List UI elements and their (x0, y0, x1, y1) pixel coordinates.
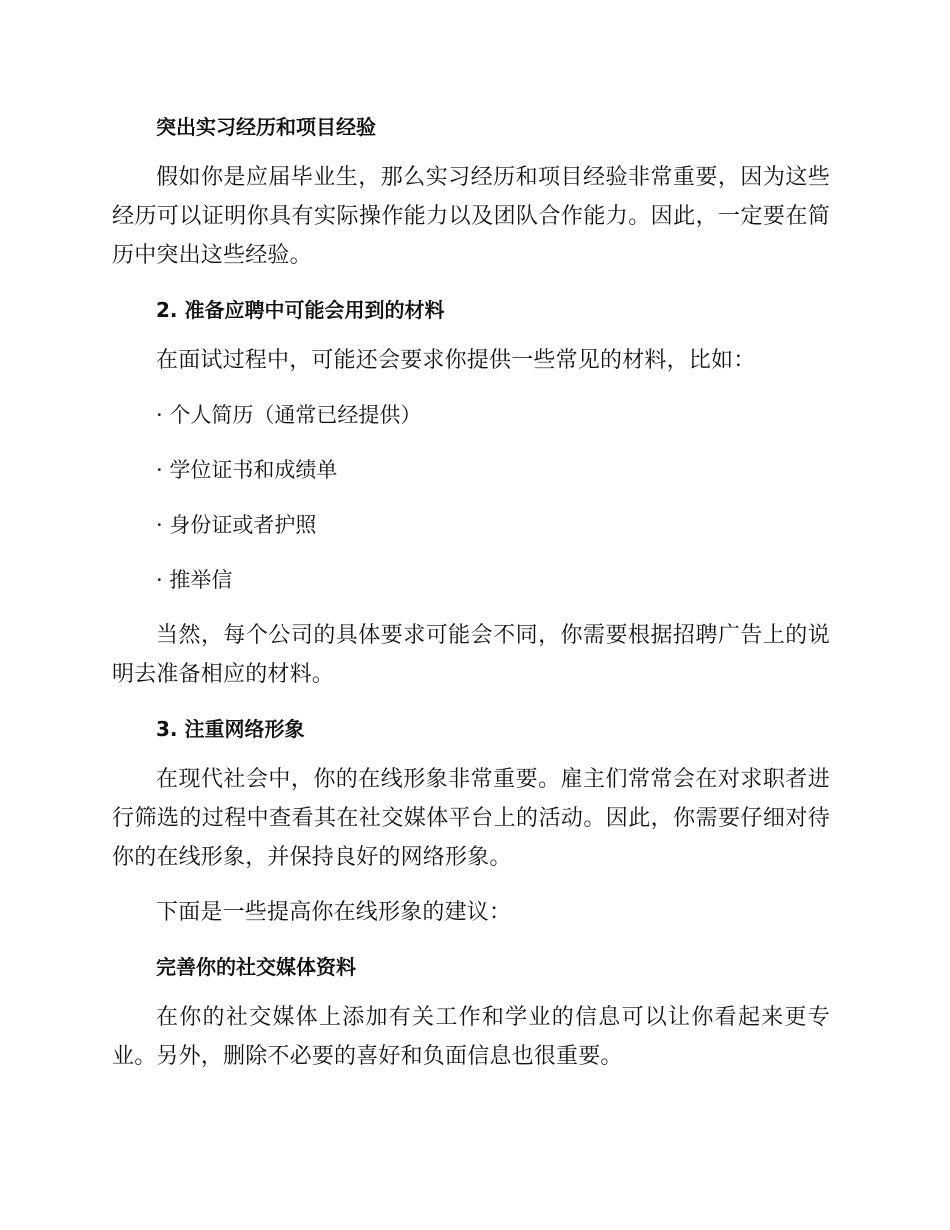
list-item-resume: · 个人简历（通常已经提供） (156, 403, 422, 427)
paragraph-online: 在现代社会中，你的在线形象非常重要。雇主们常常会在对求职者进行筛选的过程中查看其在社交媒体平台上的活动。因此，你需要仔细对待你的在线形象，并保持良好的网络形象。 (112, 767, 830, 870)
paragraph-materials-intro: 在面试过程中，可能还会要求你提供一些常见的材料，比如： (156, 348, 756, 373)
section-heading-internship: 突出实习经历和项目经验 (156, 115, 376, 139)
section-heading-materials: 2. 准备应聘中可能会用到的材料 (156, 298, 445, 322)
paragraph-materials-note: 当然，每个公司的具体要求可能会不同，你需要根据招聘广告上的说明去准备相应的材料。 (112, 623, 830, 687)
paragraph-online-tips: 下面是一些提高你在线形象的建议： (156, 900, 512, 925)
section-heading-social: 完善你的社交媒体资料 (156, 955, 356, 979)
list-item-id: · 身份证或者护照 (156, 513, 317, 537)
paragraph-internship: 假如你是应届毕业生，那么实习经历和项目经验非常重要，因为这些经历可以证明你具有实际操作能力以及团队合作能力。因此，一定要在简历中突出这些经验。 (112, 165, 830, 268)
list-item-recommendation: · 推举信 (156, 568, 233, 592)
section-heading-online: 3. 注重网络形象 (156, 717, 305, 741)
list-item-degree: · 学位证书和成绩单 (156, 458, 338, 482)
document-page (112, 108, 830, 1092)
paragraph-social: 在你的社交媒体上添加有关工作和学业的信息可以让你看起来更专业。另外，删除不必要的喜好和负面信息也很重要。 (112, 1005, 830, 1069)
